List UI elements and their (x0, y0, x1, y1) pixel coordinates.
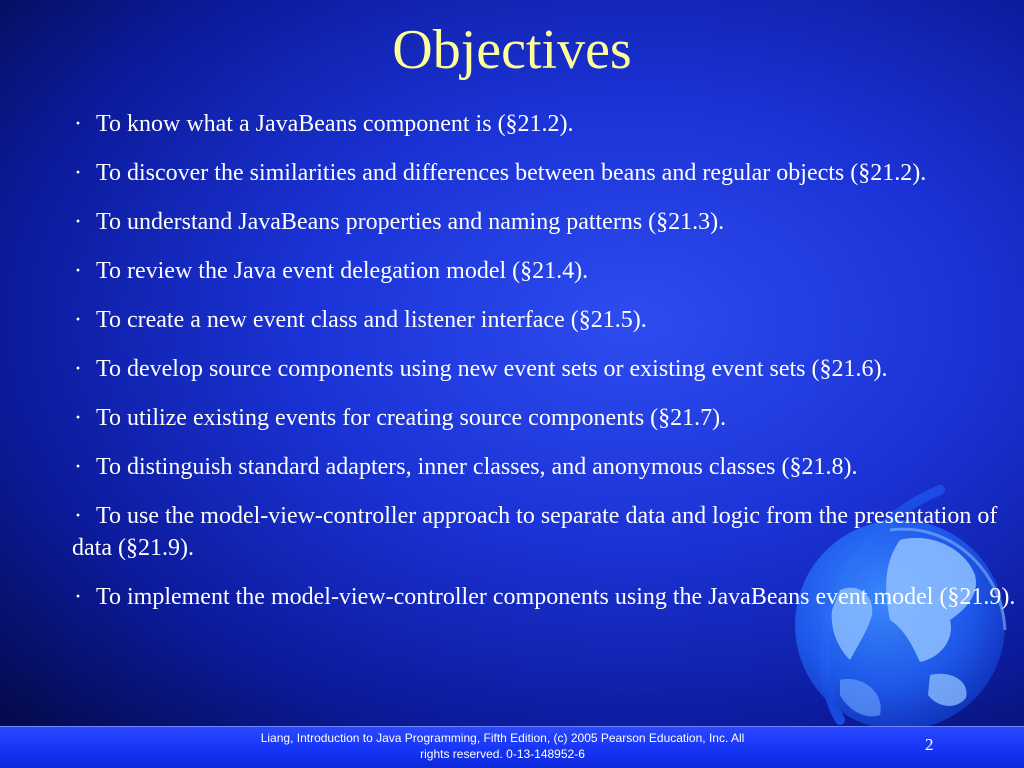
bullet-icon: · (74, 160, 82, 186)
bullet-text: To distinguish standard adapters, inner classes, and anonymous classes (§21.8). (96, 454, 858, 480)
list-item (72, 157, 1017, 189)
bullet-icon: · (74, 209, 82, 235)
list-item (72, 108, 1017, 140)
bullet-text: To review the Java event delegation model (§21.4). (96, 258, 589, 284)
list-item (72, 304, 1017, 336)
bullet-icon: · (74, 356, 82, 382)
bullet-icon: · (74, 405, 82, 431)
bullet-text: To develop source components using new event sets or existing event sets (§21.6). (96, 356, 888, 382)
footer-copyright (205, 730, 800, 762)
footer-line-1: Liang, Introduction to Java Programming, Fifth Edition, (c) 2005 Pearson Education, Inc. All (260, 731, 745, 745)
bullet-text: To implement the model-view-controller components using the JavaBeans event model (§21.9). (96, 584, 1016, 610)
bullet-icon: · (74, 258, 82, 284)
bullet-text: To discover the similarities and differences between beans and regular objects (§21.2). (96, 160, 927, 186)
bullet-icon: · (74, 584, 82, 610)
bullet-text: To know what a JavaBeans component is (§21.2). (96, 111, 574, 137)
bullet-icon: · (74, 111, 82, 137)
list-item (72, 353, 1017, 385)
bullet-icon: · (74, 454, 82, 480)
bullet-text: To use the model-view-controller approach to separate data and logic from the presentation of data (§21.9). (72, 503, 998, 561)
bullet-text: To understand JavaBeans properties and naming patterns (§21.3). (96, 209, 725, 235)
footer-line-2: rights reserved. 0-13-148952-6 (420, 747, 585, 761)
slide-title: Objectives (392, 19, 632, 81)
list-item (72, 206, 1017, 238)
bullet-text: To create a new event class and listener interface (§21.5). (96, 307, 647, 333)
list-item (72, 500, 1017, 564)
page-number: 2 (925, 735, 934, 754)
bullet-text: To utilize existing events for creating source components (§21.7). (96, 405, 727, 431)
bullet-icon: · (74, 503, 82, 529)
objectives-list (72, 108, 1017, 630)
list-item (72, 451, 1017, 483)
list-item (72, 581, 1017, 613)
list-item (72, 402, 1017, 434)
list-item (72, 255, 1017, 287)
bullet-icon: · (74, 307, 82, 333)
footer-bar (0, 726, 1024, 768)
